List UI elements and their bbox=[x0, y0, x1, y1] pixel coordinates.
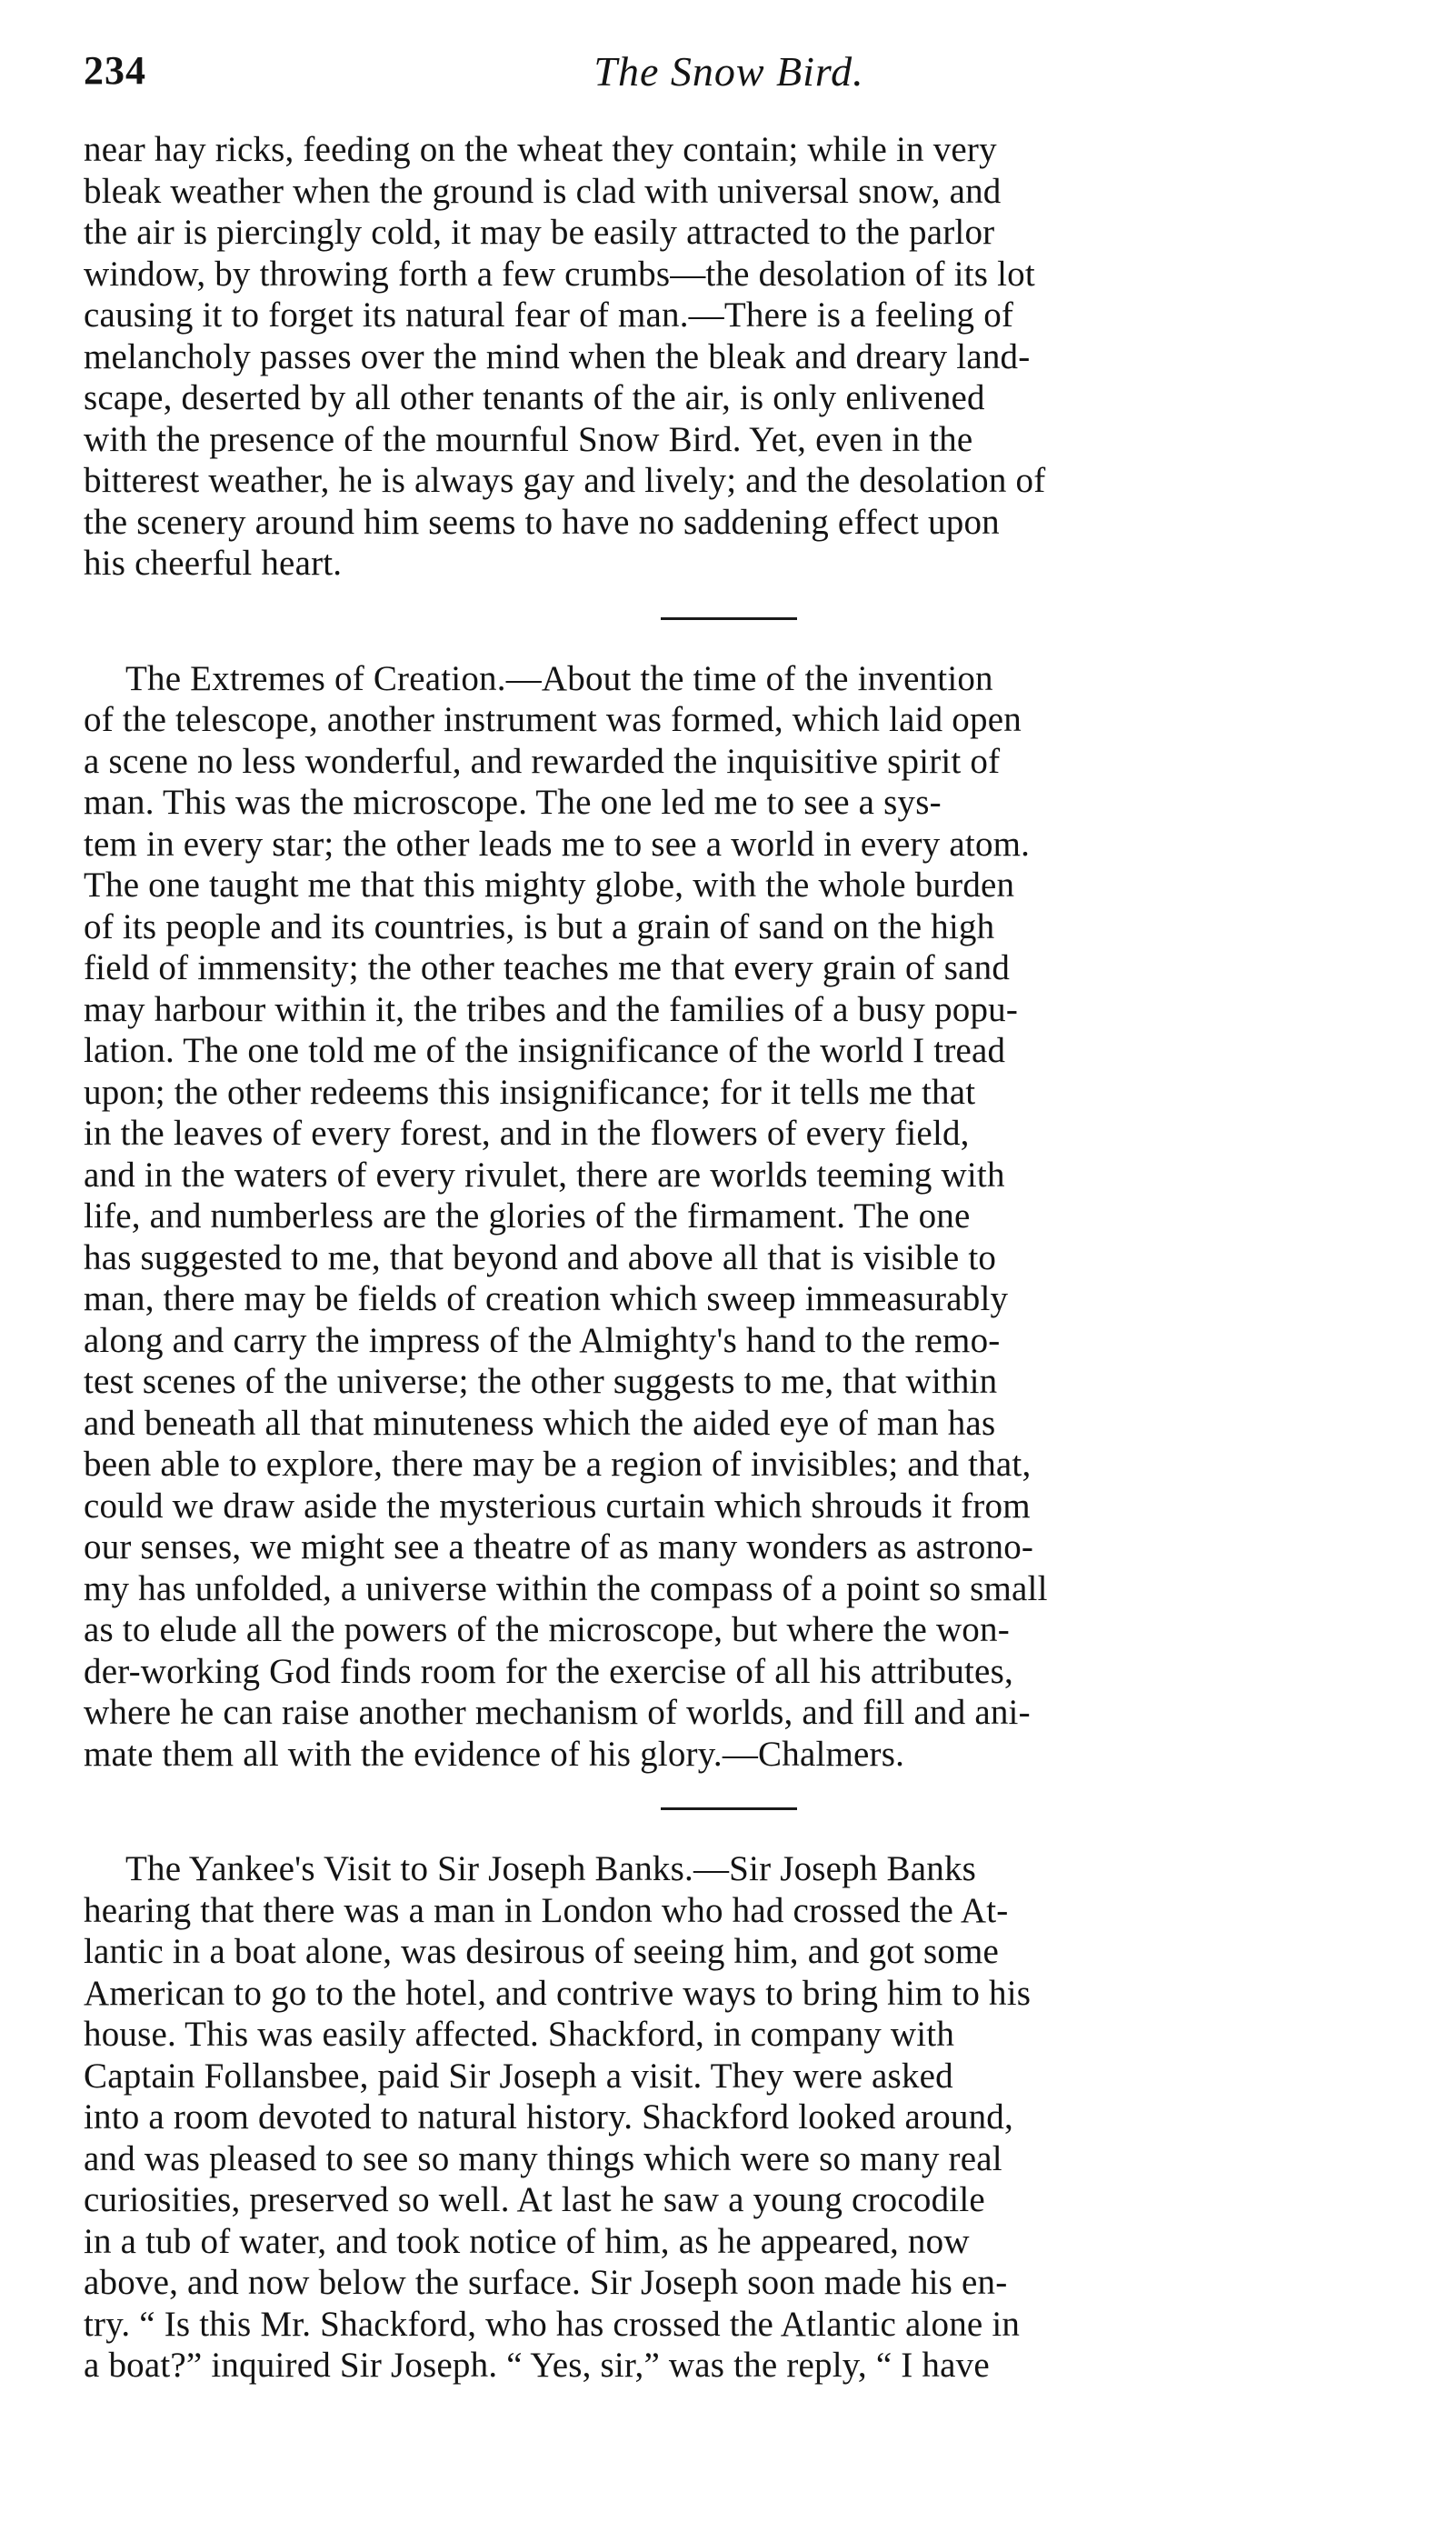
running-title: The Snow Bird. bbox=[593, 48, 864, 95]
text-line: try. “ Is this Mr. Shackford, who has crossed the Atlantic alone in bbox=[84, 2304, 1021, 2344]
text-line: has suggested to me, that beyond and above all that is visible to bbox=[84, 1237, 997, 1277]
text-line: with the presence of the mournful Snow Bird. Yet, even in the bbox=[84, 419, 973, 459]
text-line: bleak weather when the ground is clad with universal snow, and bbox=[84, 171, 1002, 211]
extremes-of-creation-paragraph bbox=[84, 658, 1374, 1776]
text-line: and was pleased to see so many things which were so many real bbox=[84, 2138, 1002, 2178]
text-line: melancholy passes over the mind when the bleak and dreary land- bbox=[84, 336, 1031, 376]
text-line: upon; the other redeems this insignificance; for it tells me that bbox=[84, 1072, 976, 1112]
text-line: my has unfolded, a universe within the compass of a point so small bbox=[84, 1568, 1048, 1608]
section-divider bbox=[661, 1807, 797, 1810]
text-line: test scenes of the universe; the other suggests to me, that within bbox=[84, 1362, 998, 1401]
text-line: tem in every star; the other leads me to see a world in every atom. bbox=[84, 824, 1031, 864]
text-line: a boat?” inquired Sir Joseph. “ Yes, sir,” was the reply, “ I have bbox=[84, 2346, 990, 2385]
snow-bird-paragraph bbox=[84, 129, 1374, 585]
book-page bbox=[84, 47, 1374, 2502]
text-line: in the leaves of every forest, and in the flowers of every field, bbox=[84, 1114, 970, 1153]
text-line: along and carry the impress of the Almighty's hand to the remo- bbox=[84, 1320, 1001, 1360]
text-line: mate them all with the evidence of his glory.—Chalmers. bbox=[84, 1734, 905, 1774]
text-line: life, and numberless are the glories of the firmament. The one bbox=[84, 1196, 971, 1236]
text-line: bitterest weather, he is always gay and lively; and the desolation of bbox=[84, 461, 1046, 500]
text-line: the air is piercingly cold, it may be easily attracted to the parlor bbox=[84, 213, 995, 252]
text-line: been able to explore, there may be a region of invisibles; and that, bbox=[84, 1445, 1032, 1484]
text-line: of the telescope, another instrument was formed, which laid open bbox=[84, 700, 1022, 739]
section-heading-line: The Extremes of Creation.—About the time of the invention bbox=[125, 658, 993, 698]
text-line: into a room devoted to natural history. Shackford looked around, bbox=[84, 2097, 1013, 2137]
text-line: lation. The one told me of the insignificance of the world I tread bbox=[84, 1031, 1006, 1070]
text-line: the scenery around him seems to have no saddening effect upon bbox=[84, 502, 1000, 542]
text-line: of its people and its countries, is but a grain of sand on the high bbox=[84, 906, 995, 946]
text-line: and in the waters of every rivulet, there are worlds teeming with bbox=[84, 1155, 1005, 1195]
text-line: man. This was the microscope. The one led me to see a sys- bbox=[84, 783, 942, 822]
text-line: der-working God finds room for the exercise of all his attributes, bbox=[84, 1651, 1013, 1691]
page-number: 234 bbox=[84, 48, 146, 93]
text-line: curiosities, preserved so well. At last he saw a young crocodile bbox=[84, 2180, 985, 2219]
text-line: window, by throwing forth a few crumbs—the desolation of its lot bbox=[84, 254, 1035, 294]
text-line: The one taught me that this mighty globe, with the whole burden bbox=[84, 866, 1015, 905]
text-line: hearing that there was a man in London who had crossed the At- bbox=[84, 1890, 1009, 1930]
text-line: scape, deserted by all other tenants of the air, is only enlivened bbox=[84, 378, 985, 417]
text-line: may harbour within it, the tribes and the families of a busy popu- bbox=[84, 989, 1019, 1029]
text-line: and beneath all that minuteness which the aided eye of man has bbox=[84, 1403, 996, 1443]
text-line: man, there may be fields of creation which sweep immeasurably bbox=[84, 1279, 1009, 1318]
text-line: field of immensity; the other teaches me that every grain of sand bbox=[84, 948, 1011, 987]
text-line: where he can raise another mechanism of worlds, and fill and ani- bbox=[84, 1693, 1031, 1732]
text-line: as to elude all the powers of the microscope, but where the won- bbox=[84, 1610, 1010, 1649]
text-line: his cheerful heart. bbox=[84, 544, 343, 583]
section-heading-line: The Yankee's Visit to Sir Joseph Banks.—Sir Joseph Banks bbox=[125, 1849, 977, 1888]
yankees-visit-paragraph bbox=[84, 1848, 1374, 2387]
text-line: lantic in a boat alone, was desirous of seeing him, and got some bbox=[84, 1932, 1000, 1971]
running-head bbox=[84, 47, 1374, 113]
text-line: house. This was easily affected. Shackford, in company with bbox=[84, 2015, 955, 2054]
section-divider bbox=[661, 617, 797, 620]
text-line: near hay ricks, feeding on the wheat they contain; while in very bbox=[84, 130, 997, 169]
text-line: Captain Follansbee, paid Sir Joseph a visit. They were asked bbox=[84, 2056, 953, 2096]
text-line: causing it to forget its natural fear of man.—There is a feeling of bbox=[84, 295, 1014, 335]
text-line: American to go to the hotel, and contrive ways to bring him to his bbox=[84, 1973, 1032, 2013]
text-line: our senses, we might see a theatre of as many wonders as astrono- bbox=[84, 1527, 1034, 1566]
text-line: above, and now below the surface. Sir Joseph soon made his en- bbox=[84, 2263, 1008, 2302]
text-line: could we draw aside the mysterious curtain which shrouds it from bbox=[84, 1486, 1031, 1526]
text-line: in a tub of water, and took notice of him, as he appeared, now bbox=[84, 2221, 970, 2261]
text-line: a scene no less wonderful, and rewarded the inquisitive spirit of bbox=[84, 741, 1001, 781]
